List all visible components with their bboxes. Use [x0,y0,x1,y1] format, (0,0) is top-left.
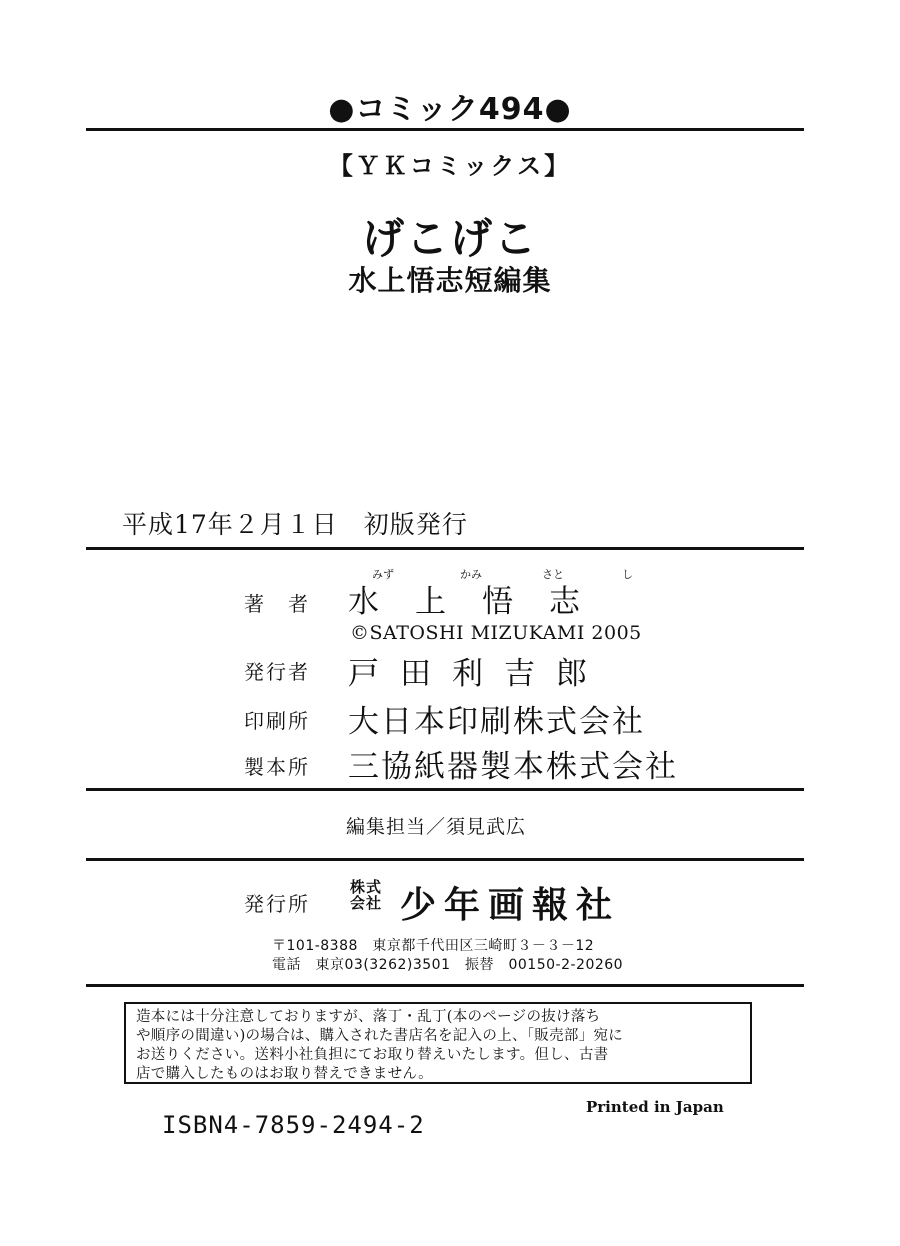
notice-line: や順序の間違い)の場合は、購入された書店名を記入の上、「販売部」宛に [136,1028,624,1044]
book-subtitle: 水上悟志短編集 [348,264,552,297]
binder-name: 三協紙器製本株式会社 [348,749,678,785]
notice-line: 造本には十分注意しておりますが、落丁・乱丁(本のページの抜け落ち [136,1009,601,1025]
kaisha-bottom: 会社 [350,894,383,912]
divider-notice [86,984,804,987]
kaisha-top: 株式 [350,878,383,896]
publisher-person-label: 発行者 [244,660,310,684]
defect-notice-box [124,1002,752,1084]
author-name: 水上悟志 [348,584,616,620]
book-title: げこげこ [361,214,538,263]
divider-top [86,128,804,131]
divider-edition [86,547,804,550]
printer-name: 大日本印刷株式会社 [348,704,645,740]
author-label: 著 者 [244,592,310,616]
publisher-person-name: 戸田利吉郎 [348,656,608,692]
notice-line: 店で購入したものはお取り替えできません。 [136,1066,433,1082]
isbn-code: ISBN4-7859-2494-2 [162,1111,425,1139]
imprint-label: 【ＹＫコミックス】 [328,152,572,180]
edition-line: 平成17年２月１日 初版発行 [122,510,468,539]
publisher-label: 発行所 [244,892,310,916]
ruby-4: し [622,568,633,581]
printer-label: 印刷所 [244,709,310,733]
publisher-address: 〒101-8388 東京都千代田区三崎町３－３－12 [272,938,595,954]
printed-in-label: Printed in Japan [586,1098,724,1116]
binder-label: 製本所 [244,755,310,779]
kabushiki-kaisha-mark [350,879,382,911]
ruby-2: かみ [460,568,482,581]
copyright-line: ©SATOSHI MIZUKAMI 2005 [350,622,642,644]
notice-line: お送りください。送料小社負担にてお取り替えいたします。但し、古書 [136,1047,609,1063]
divider-editor [86,858,804,861]
publisher-name: 少年画報社 [400,885,621,926]
divider-credits [86,788,804,791]
editor-line: 編集担当／須見武広 [346,816,527,838]
series-label: ●コミック494● [328,92,572,127]
ruby-3: さと [542,568,564,581]
ruby-1: みず [372,568,394,581]
publisher-phone: 電話 東京03(3262)3501 振替 00150-2-20260 [272,957,624,973]
